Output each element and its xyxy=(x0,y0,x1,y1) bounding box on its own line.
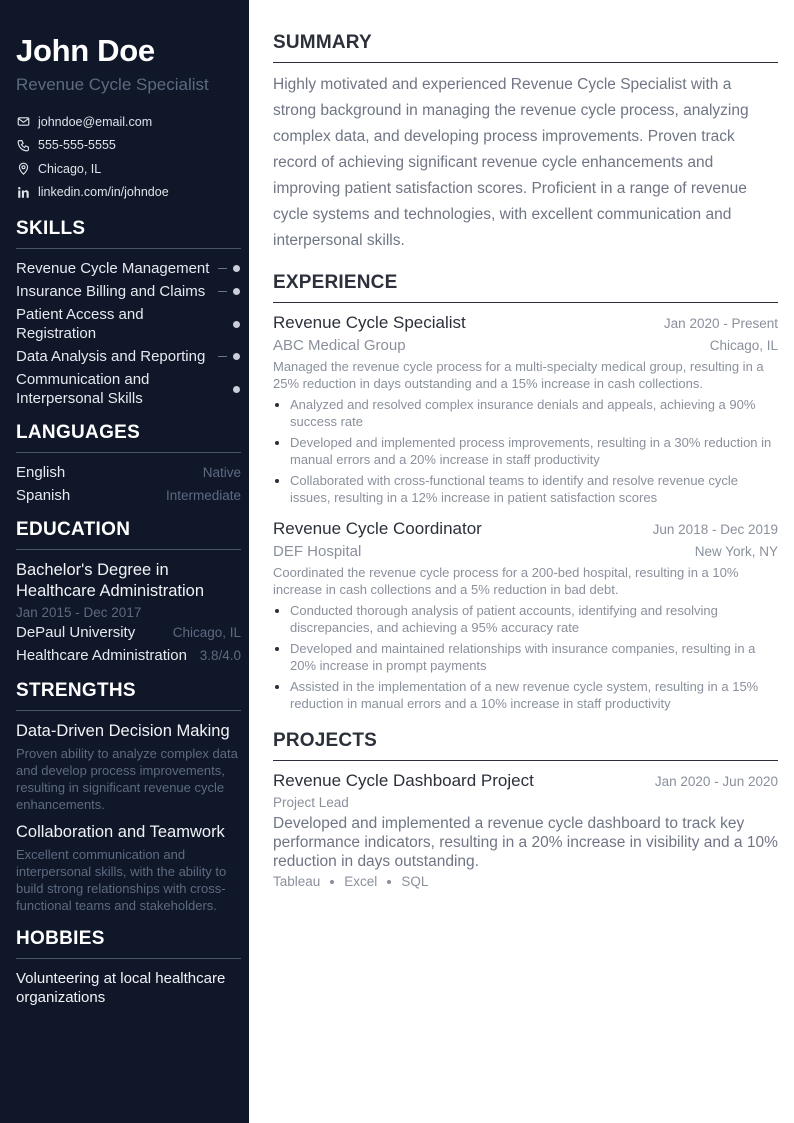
language-name: Spanish xyxy=(16,487,71,504)
phone-icon xyxy=(16,138,30,152)
contact-email-text: johndoe@email.com xyxy=(38,114,153,129)
job-description: Coordinated the revenue cycle process for a 200-bed hospital, resulting in a 10% increase in cash collections and a 5% reduction in bad debt. xyxy=(273,565,739,597)
language-name: English xyxy=(16,464,66,481)
job-location: New York, NY xyxy=(694,544,778,559)
job-title: Revenue Cycle Coordinator xyxy=(273,519,482,538)
project-entry xyxy=(273,770,778,889)
job-bullet: Collaborated with cross-functional teams to identify and resolve revenue cycle issues, resulting in a 12% increase in patient satisfaction scores xyxy=(273,472,778,506)
job-dates: Jun 2018 - Dec 2019 xyxy=(652,522,778,537)
skill-item xyxy=(16,347,241,366)
project-dates: Jan 2020 - Jun 2020 xyxy=(654,774,778,789)
education-dates: Jan 2015 - Dec 2017 xyxy=(16,605,142,620)
skills-heading: SKILLS xyxy=(16,218,241,249)
project-tag: SQL xyxy=(401,874,429,889)
skill-label: Data Analysis and Reporting xyxy=(16,348,206,365)
contact-linkedin-text: linkedin.com/in/johndoe xyxy=(38,185,169,200)
projects-heading: PROJECTS xyxy=(273,730,778,761)
project-description: Developed and implemented a revenue cycle dashboard to track key performance indicators, resulting in a 20% increase in visibility and a 10% reduction in days outstanding. xyxy=(273,815,778,870)
skill-item xyxy=(16,259,241,278)
hobbies-section xyxy=(16,928,241,1007)
skill-label: Insurance Billing and Claims xyxy=(16,283,206,300)
contact-list xyxy=(16,110,241,204)
contact-phone-text: 555-555-5555 xyxy=(38,138,116,153)
language-item xyxy=(16,486,241,505)
job-bullet: Developed and maintained relationships with insurance companies, resulting in a 20% increase in prompt payments xyxy=(273,640,778,674)
language-level: Native xyxy=(202,465,241,480)
strength-title: Collaboration and Teamwork xyxy=(16,823,225,841)
job-bullets xyxy=(273,396,778,506)
strength-description: Excellent communication and interpersonal skills, with the ability to build strong relationships with cross-functional teams and stakeholders. xyxy=(16,847,227,913)
education-field: Healthcare Administration xyxy=(16,647,187,664)
skill-level-indicator xyxy=(233,386,241,393)
skill-item xyxy=(16,305,241,343)
skill-level-indicator xyxy=(218,265,241,272)
job-company: DEF Hospital xyxy=(273,543,362,560)
job-entry xyxy=(273,518,778,712)
projects-section xyxy=(273,730,778,889)
education-location: Chicago, IL xyxy=(172,625,241,640)
languages-heading: LANGUAGES xyxy=(16,422,241,453)
experience-section xyxy=(273,272,778,712)
education-school: DePaul University xyxy=(16,624,136,641)
sidebar xyxy=(0,0,249,1123)
skill-level-indicator xyxy=(233,321,241,328)
skill-level-indicator xyxy=(218,288,241,295)
job-company: ABC Medical Group xyxy=(273,337,406,354)
email-icon xyxy=(16,115,30,129)
job-entry xyxy=(273,312,778,506)
summary-section xyxy=(273,32,778,254)
location-icon xyxy=(16,162,30,176)
education-gpa: 3.8/4.0 xyxy=(199,648,241,663)
project-title: Revenue Cycle Dashboard Project xyxy=(273,771,534,790)
job-bullet: Developed and implemented process improvements, resulting in a 30% reduction in manual errors and a 20% increase in staff productivity xyxy=(273,434,778,468)
job-bullet: Assisted in the implementation of a new revenue cycle system, resulting in a 15% reduction in manual errors and a 10% increase in staff productivity xyxy=(273,678,778,712)
project-tag: Excel xyxy=(344,874,378,889)
job-title: Revenue Cycle Specialist xyxy=(273,313,466,332)
skill-item xyxy=(16,282,241,301)
job-bullets xyxy=(273,602,778,712)
skill-label: Communication and Interpersonal Skills xyxy=(16,371,150,407)
hobby-item: Volunteering at local healthcare organizations xyxy=(16,970,226,1006)
experience-heading: EXPERIENCE xyxy=(273,272,778,303)
linkedin-icon xyxy=(16,185,30,199)
job-location: Chicago, IL xyxy=(709,338,778,353)
skill-label: Revenue Cycle Management xyxy=(16,260,210,277)
language-level: Intermediate xyxy=(165,488,241,503)
contact-location-text: Chicago, IL xyxy=(38,161,102,176)
tag-separator-icon xyxy=(387,880,391,884)
candidate-name: John Doe xyxy=(16,33,155,68)
strength-description: Proven ability to analyze complex data and develop process improvements, resulting in significant revenue cycle enhancements. xyxy=(16,746,238,812)
hobbies-heading: HOBBIES xyxy=(16,928,241,959)
summary-heading: SUMMARY xyxy=(273,32,778,63)
education-school-row xyxy=(16,623,241,643)
project-role: Project Lead xyxy=(273,795,349,810)
skill-level-indicator xyxy=(218,353,241,360)
languages-section xyxy=(16,422,241,505)
education-heading: EDUCATION xyxy=(16,519,241,550)
contact-linkedin[interactable] xyxy=(16,181,241,205)
education-section xyxy=(16,519,241,666)
skill-item xyxy=(16,370,241,408)
education-field-row xyxy=(16,646,241,666)
job-bullet: Conducted thorough analysis of patient accounts, identifying and resolving discrepancies, and achieving a 95% accuracy rate xyxy=(273,602,778,636)
contact-phone[interactable] xyxy=(16,134,241,158)
strengths-section xyxy=(16,680,241,914)
strengths-heading: STRENGTHS xyxy=(16,680,241,711)
contact-email[interactable] xyxy=(16,110,241,134)
project-tags xyxy=(273,874,778,889)
education-degree: Bachelor's Degree in Healthcare Administration xyxy=(16,561,205,600)
skill-label: Patient Access and Registration xyxy=(16,306,144,342)
job-bullet: Analyzed and resolved complex insurance denials and appeals, achieving a 90% success rate xyxy=(273,396,778,430)
contact-location xyxy=(16,157,241,181)
main-content xyxy=(273,32,778,889)
job-description: Managed the revenue cycle process for a multi-specialty medical group, resulting in a 25% reduction in days outstanding and a 15% increase in cash collections. xyxy=(273,359,764,391)
job-dates: Jan 2020 - Present xyxy=(663,316,778,331)
tag-separator-icon xyxy=(330,880,334,884)
language-item xyxy=(16,463,241,482)
candidate-title: Revenue Cycle Specialist xyxy=(16,75,209,94)
project-tag: Tableau xyxy=(273,874,321,889)
skills-section xyxy=(16,218,241,408)
strength-title: Data-Driven Decision Making xyxy=(16,722,230,740)
summary-text: Highly motivated and experienced Revenue Cycle Specialist with a strong background in managing the revenue cycle process, analyzing complex data, and developing process improvements. Proven track record of achieving significant revenue cycle enhancements and improving patient satisfaction scores. Proficient in a range of revenue cycle systems and technologies, with excellent communication and interpersonal skills. xyxy=(273,76,749,249)
